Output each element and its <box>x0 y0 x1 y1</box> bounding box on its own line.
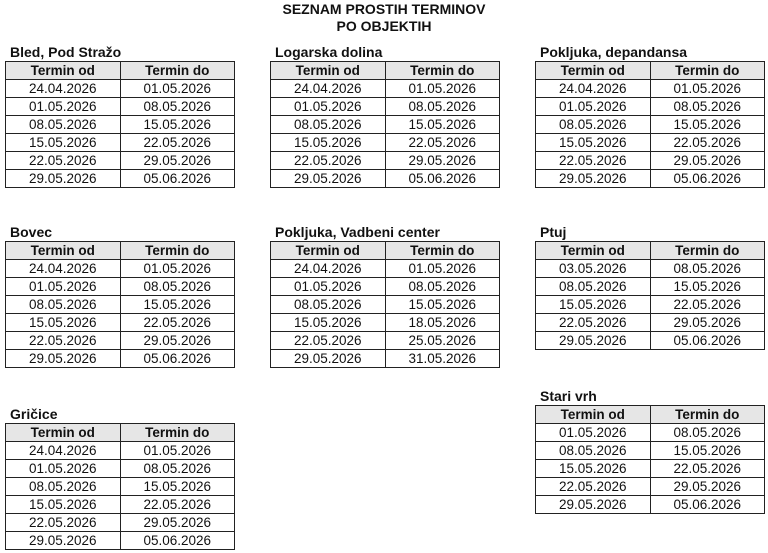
cell-termin-do: 05.06.2026 <box>385 170 500 188</box>
facility-name: Pokljuka, depandansa <box>540 44 688 60</box>
cell-termin-od: 08.05.2026 <box>271 296 386 314</box>
cell-termin-od: 22.05.2026 <box>271 152 386 170</box>
table-row <box>271 80 500 98</box>
header-termin-do: Termin do <box>120 424 235 442</box>
cell-termin-od: 24.04.2026 <box>6 260 121 278</box>
cell-termin-do: 15.05.2026 <box>385 296 500 314</box>
table-row <box>6 350 235 368</box>
cell-termin-do: 22.05.2026 <box>385 134 500 152</box>
table-row <box>6 116 235 134</box>
header-termin-do: Termin do <box>385 242 500 260</box>
cell-termin-od: 22.05.2026 <box>536 314 651 332</box>
cell-termin-od: 15.05.2026 <box>6 496 121 514</box>
cell-termin-od: 01.05.2026 <box>6 460 121 478</box>
cell-termin-od: 22.05.2026 <box>6 514 121 532</box>
cell-termin-do: 18.05.2026 <box>385 314 500 332</box>
table-row <box>271 350 500 368</box>
terms-table <box>5 423 235 550</box>
table-header-row <box>271 62 500 80</box>
cell-termin-do: 08.05.2026 <box>385 278 500 296</box>
cell-termin-od: 15.05.2026 <box>271 314 386 332</box>
header-termin-od: Termin od <box>271 242 386 260</box>
cell-termin-od: 29.05.2026 <box>536 170 651 188</box>
cell-termin-od: 15.05.2026 <box>536 460 651 478</box>
cell-termin-od: 24.04.2026 <box>6 442 121 460</box>
cell-termin-do: 22.05.2026 <box>120 496 235 514</box>
cell-termin-od: 29.05.2026 <box>271 350 386 368</box>
header-termin-od: Termin od <box>536 242 651 260</box>
cell-termin-do: 01.05.2026 <box>120 442 235 460</box>
terms-table <box>535 241 765 350</box>
table-row <box>271 116 500 134</box>
table-row <box>536 152 765 170</box>
table-row <box>271 332 500 350</box>
cell-termin-od: 08.05.2026 <box>536 442 651 460</box>
table-row <box>271 296 500 314</box>
table-row <box>536 424 765 442</box>
cell-termin-od: 08.05.2026 <box>536 278 651 296</box>
table-row <box>536 460 765 478</box>
cell-termin-do: 22.05.2026 <box>120 314 235 332</box>
cell-termin-do: 15.05.2026 <box>650 116 765 134</box>
cell-termin-od: 29.05.2026 <box>6 532 121 550</box>
cell-termin-do: 01.05.2026 <box>385 80 500 98</box>
facility-block <box>5 406 235 550</box>
table-row <box>536 170 765 188</box>
facility-block <box>5 224 235 368</box>
cell-termin-do: 31.05.2026 <box>385 350 500 368</box>
header-termin-od: Termin od <box>536 406 651 424</box>
document-title: SEZNAM PROSTIH TERMINOV <box>282 1 486 17</box>
table-row <box>271 98 500 116</box>
terms-table <box>270 61 500 188</box>
facility-name: Gričice <box>10 406 58 422</box>
cell-termin-od: 01.05.2026 <box>536 424 651 442</box>
terms-table <box>535 61 765 188</box>
table-row <box>536 116 765 134</box>
cell-termin-do: 08.05.2026 <box>650 98 765 116</box>
table-header-row <box>271 242 500 260</box>
cell-termin-od: 15.05.2026 <box>536 134 651 152</box>
cell-termin-od: 22.05.2026 <box>6 152 121 170</box>
terms-table <box>5 241 235 368</box>
table-row <box>6 134 235 152</box>
header-termin-od: Termin od <box>271 62 386 80</box>
table-row <box>271 134 500 152</box>
table-row <box>536 80 765 98</box>
cell-termin-do: 05.06.2026 <box>120 350 235 368</box>
header-termin-do: Termin do <box>120 242 235 260</box>
table-row <box>536 478 765 496</box>
table-row <box>536 332 765 350</box>
table-row <box>271 170 500 188</box>
cell-termin-od: 22.05.2026 <box>536 152 651 170</box>
cell-termin-od: 01.05.2026 <box>6 98 121 116</box>
cell-termin-do: 05.06.2026 <box>650 332 765 350</box>
cell-termin-do: 29.05.2026 <box>120 152 235 170</box>
cell-termin-do: 29.05.2026 <box>385 152 500 170</box>
table-header-row <box>536 62 765 80</box>
header-termin-do: Termin do <box>650 62 765 80</box>
cell-termin-do: 05.06.2026 <box>650 170 765 188</box>
terms-table <box>270 241 500 368</box>
cell-termin-od: 24.04.2026 <box>6 80 121 98</box>
facility-block <box>535 44 765 188</box>
cell-termin-od: 15.05.2026 <box>6 134 121 152</box>
cell-termin-do: 15.05.2026 <box>650 278 765 296</box>
table-row <box>6 478 235 496</box>
table-row <box>536 496 765 514</box>
table-row <box>536 260 765 278</box>
table-row <box>6 442 235 460</box>
document-subtitle: PO OBJEKTIH <box>336 18 432 34</box>
table-row <box>536 134 765 152</box>
table-row <box>6 332 235 350</box>
header-termin-do: Termin do <box>385 62 500 80</box>
cell-termin-do: 15.05.2026 <box>385 116 500 134</box>
table-header-row <box>536 242 765 260</box>
cell-termin-do: 29.05.2026 <box>650 314 765 332</box>
table-header-row <box>6 424 235 442</box>
facility-name: Pokljuka, Vadbeni center <box>275 224 440 240</box>
cell-termin-do: 01.05.2026 <box>120 260 235 278</box>
table-header-row <box>536 406 765 424</box>
facility-name: Ptuj <box>540 224 567 240</box>
cell-termin-od: 24.04.2026 <box>271 80 386 98</box>
facility-block <box>535 388 765 514</box>
header-termin-od: Termin od <box>6 62 121 80</box>
table-header-row <box>6 242 235 260</box>
facility-block <box>270 44 500 188</box>
cell-termin-od: 22.05.2026 <box>271 332 386 350</box>
cell-termin-od: 01.05.2026 <box>271 278 386 296</box>
header-termin-od: Termin od <box>536 62 651 80</box>
table-row <box>6 260 235 278</box>
table-row <box>6 80 235 98</box>
facility-block <box>270 224 500 368</box>
cell-termin-do: 05.06.2026 <box>120 532 235 550</box>
cell-termin-do: 15.05.2026 <box>120 296 235 314</box>
terms-table <box>535 405 765 514</box>
table-row <box>536 442 765 460</box>
table-row <box>536 314 765 332</box>
cell-termin-od: 01.05.2026 <box>271 98 386 116</box>
cell-termin-do: 01.05.2026 <box>385 260 500 278</box>
cell-termin-do: 08.05.2026 <box>120 278 235 296</box>
table-row <box>6 152 235 170</box>
cell-termin-od: 01.05.2026 <box>6 278 121 296</box>
cell-termin-do: 22.05.2026 <box>650 296 765 314</box>
table-row <box>6 314 235 332</box>
cell-termin-do: 08.05.2026 <box>650 260 765 278</box>
cell-termin-do: 01.05.2026 <box>120 80 235 98</box>
cell-termin-do: 25.05.2026 <box>385 332 500 350</box>
facility-name: Bovec <box>10 224 53 240</box>
facility-name: Stari vrh <box>540 388 597 404</box>
table-header-row <box>6 62 235 80</box>
cell-termin-do: 22.05.2026 <box>650 460 765 478</box>
header-termin-do: Termin do <box>650 242 765 260</box>
table-row <box>271 260 500 278</box>
table-row <box>271 314 500 332</box>
cell-termin-od: 03.05.2026 <box>536 260 651 278</box>
cell-termin-do: 08.05.2026 <box>650 424 765 442</box>
cell-termin-do: 15.05.2026 <box>120 478 235 496</box>
cell-termin-do: 29.05.2026 <box>120 332 235 350</box>
cell-termin-do: 29.05.2026 <box>120 514 235 532</box>
cell-termin-do: 08.05.2026 <box>120 460 235 478</box>
cell-termin-od: 24.04.2026 <box>271 260 386 278</box>
cell-termin-do: 08.05.2026 <box>385 98 500 116</box>
cell-termin-od: 29.05.2026 <box>6 350 121 368</box>
table-row <box>6 532 235 550</box>
header-termin-od: Termin od <box>6 424 121 442</box>
header-termin-od: Termin od <box>6 242 121 260</box>
cell-termin-do: 22.05.2026 <box>120 134 235 152</box>
cell-termin-od: 08.05.2026 <box>6 478 121 496</box>
cell-termin-do: 01.05.2026 <box>650 80 765 98</box>
cell-termin-od: 22.05.2026 <box>536 478 651 496</box>
cell-termin-od: 29.05.2026 <box>536 496 651 514</box>
cell-termin-do: 15.05.2026 <box>650 442 765 460</box>
table-row <box>536 98 765 116</box>
table-row <box>271 278 500 296</box>
cell-termin-od: 01.05.2026 <box>536 98 651 116</box>
terms-table <box>5 61 235 188</box>
cell-termin-do: 22.05.2026 <box>650 134 765 152</box>
table-row <box>6 98 235 116</box>
cell-termin-od: 29.05.2026 <box>536 332 651 350</box>
cell-termin-do: 05.06.2026 <box>650 496 765 514</box>
table-row <box>6 296 235 314</box>
table-row <box>6 514 235 532</box>
cell-termin-od: 08.05.2026 <box>6 116 121 134</box>
table-row <box>271 152 500 170</box>
table-row <box>6 496 235 514</box>
header-termin-do: Termin do <box>650 406 765 424</box>
cell-termin-od: 15.05.2026 <box>6 314 121 332</box>
table-row <box>6 278 235 296</box>
cell-termin-od: 08.05.2026 <box>6 296 121 314</box>
cell-termin-do: 08.05.2026 <box>120 98 235 116</box>
cell-termin-od: 22.05.2026 <box>6 332 121 350</box>
header-termin-do: Termin do <box>120 62 235 80</box>
cell-termin-od: 24.04.2026 <box>536 80 651 98</box>
cell-termin-od: 08.05.2026 <box>271 116 386 134</box>
cell-termin-do: 29.05.2026 <box>650 478 765 496</box>
facility-block <box>535 224 765 350</box>
facility-name: Bled, Pod Stražo <box>10 44 122 60</box>
cell-termin-od: 29.05.2026 <box>271 170 386 188</box>
cell-termin-do: 29.05.2026 <box>650 152 765 170</box>
cell-termin-od: 08.05.2026 <box>536 116 651 134</box>
cell-termin-do: 15.05.2026 <box>120 116 235 134</box>
table-row <box>536 296 765 314</box>
facility-name: Logarska dolina <box>275 44 383 60</box>
facility-block <box>5 44 235 188</box>
cell-termin-do: 05.06.2026 <box>120 170 235 188</box>
cell-termin-od: 15.05.2026 <box>271 134 386 152</box>
table-row <box>536 278 765 296</box>
cell-termin-od: 29.05.2026 <box>6 170 121 188</box>
table-row <box>6 170 235 188</box>
table-row <box>6 460 235 478</box>
cell-termin-od: 15.05.2026 <box>536 296 651 314</box>
